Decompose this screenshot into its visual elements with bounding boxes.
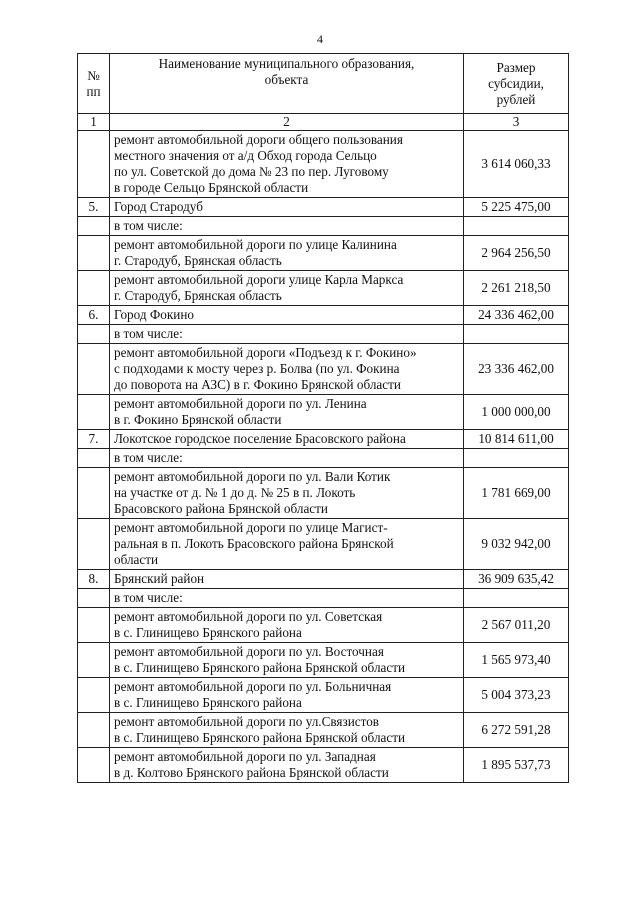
row-name-line: в с. Глинищево Брянского района Брянской области	[114, 660, 406, 675]
row-name	[110, 131, 464, 198]
row-amount: 2 261 218,50	[464, 271, 569, 306]
index-cell: 3	[464, 114, 569, 131]
row-name-line: в с. Глинищево Брянского района Брянской области	[114, 730, 406, 745]
row-name	[110, 306, 464, 325]
row-name-line: г. Стародуб, Брянская область	[114, 253, 282, 268]
row-name-line: ральная в п. Локоть Брасовского района Брянской	[114, 536, 394, 551]
row-name-line: на участке от д. № 1 до д. № 25 в п. Локоть	[114, 485, 356, 500]
row-name	[110, 713, 464, 748]
row-name-line: в д. Колтово Брянского района Брянской области	[114, 765, 389, 780]
row-number	[78, 344, 110, 395]
row-amount: 36 909 635,42	[464, 570, 569, 589]
row-name-line: Брянский район	[114, 571, 205, 586]
row-name-line: ремонт автомобильной дороги по ул. Вали Котик	[114, 469, 391, 484]
row-name-line: Локотское городское поселение Брасовского района	[114, 431, 406, 446]
table-row	[78, 271, 569, 306]
row-number	[78, 519, 110, 570]
row-number	[78, 271, 110, 306]
index-cell: 2	[110, 114, 464, 131]
row-amount: 3 614 060,33	[464, 131, 569, 198]
row-name	[110, 570, 464, 589]
row-name-line: до поворота на АЗС) в г. Фокино Брянской области	[114, 377, 401, 392]
row-name	[110, 643, 464, 678]
row-number	[78, 468, 110, 519]
row-number	[78, 325, 110, 344]
table-row	[78, 325, 569, 344]
row-number: 7.	[78, 430, 110, 449]
row-number	[78, 643, 110, 678]
table-row	[78, 468, 569, 519]
row-name	[110, 236, 464, 271]
table-row	[78, 748, 569, 783]
table-row	[78, 217, 569, 236]
row-name-line: ремонт автомобильной дороги по улице Калинина	[114, 237, 397, 252]
row-amount: 6 272 591,28	[464, 713, 569, 748]
row-name-line: в том числе:	[114, 326, 183, 341]
row-amount: 2 964 256,50	[464, 236, 569, 271]
table-row	[78, 236, 569, 271]
row-name-line: местного значения от а/д Обход города Сельцо	[114, 148, 377, 163]
row-amount: 2 567 011,20	[464, 608, 569, 643]
row-name	[110, 678, 464, 713]
row-name-line: в том числе:	[114, 218, 183, 233]
row-name	[110, 519, 464, 570]
row-name-line: ремонт автомобильной дороги общего пользования	[114, 132, 403, 147]
row-number	[78, 608, 110, 643]
row-amount: 5 004 373,23	[464, 678, 569, 713]
row-name	[110, 748, 464, 783]
row-number	[78, 748, 110, 783]
row-name-line: ремонт автомобильной дороги по улице Магист-	[114, 520, 388, 535]
table-row	[78, 430, 569, 449]
row-amount: 10 814 611,00	[464, 430, 569, 449]
row-name-line: с подходами к мосту через р. Болва (по ул. Фокина	[114, 361, 400, 376]
row-amount: 1 565 973,40	[464, 643, 569, 678]
table-row	[78, 678, 569, 713]
row-number	[78, 217, 110, 236]
table-row	[78, 713, 569, 748]
row-name-line: г. Стародуб, Брянская область	[114, 288, 282, 303]
table-row	[78, 608, 569, 643]
table-row	[78, 131, 569, 198]
row-amount	[464, 325, 569, 344]
row-name	[110, 271, 464, 306]
row-name	[110, 395, 464, 430]
row-name	[110, 198, 464, 217]
row-name-line: в с. Глинищево Брянского района	[114, 695, 302, 710]
table-row	[78, 306, 569, 325]
row-number	[78, 395, 110, 430]
row-amount: 9 032 942,00	[464, 519, 569, 570]
header-number: № пп	[78, 54, 110, 114]
row-name-line: области	[114, 552, 159, 567]
row-name-line: Город Стародуб	[114, 199, 203, 214]
row-name-line: ремонт автомобильной дороги по ул. Больничная	[114, 679, 392, 694]
table-row	[78, 449, 569, 468]
index-cell: 1	[78, 114, 110, 131]
row-number	[78, 589, 110, 608]
row-amount: 1 781 669,00	[464, 468, 569, 519]
row-number	[78, 713, 110, 748]
row-amount	[464, 589, 569, 608]
table-row	[78, 344, 569, 395]
row-amount	[464, 449, 569, 468]
row-number	[78, 449, 110, 468]
row-amount: 24 336 462,00	[464, 306, 569, 325]
row-number: 5.	[78, 198, 110, 217]
row-amount: 1 000 000,00	[464, 395, 569, 430]
table-row	[78, 643, 569, 678]
row-amount: 1 895 537,73	[464, 748, 569, 783]
row-name	[110, 430, 464, 449]
subsidy-table	[77, 53, 569, 783]
row-name	[110, 217, 464, 236]
table-row	[78, 395, 569, 430]
table-header-row	[78, 54, 569, 114]
row-name	[110, 608, 464, 643]
row-name-line: в том числе:	[114, 590, 183, 605]
row-name-line: Город Фокино	[114, 307, 194, 322]
row-name	[110, 449, 464, 468]
row-name-line: в городе Сельцо Брянской области	[114, 180, 309, 195]
header-amount: Размер субсидии, рублей	[464, 54, 569, 114]
page-number: 4	[317, 32, 323, 46]
row-number: 6.	[78, 306, 110, 325]
row-amount: 5 225 475,00	[464, 198, 569, 217]
row-name-line: ремонт автомобильной дороги по ул. Ленина	[114, 396, 367, 411]
table-index-row	[78, 114, 569, 131]
row-name-line: в с. Глинищево Брянского района	[114, 625, 302, 640]
row-name	[110, 589, 464, 608]
row-name-line: Брасовского района Брянской области	[114, 501, 328, 516]
row-name-line: ремонт автомобильной дороги по ул. Советская	[114, 609, 383, 624]
row-number	[78, 131, 110, 198]
row-amount	[464, 217, 569, 236]
row-number: 8.	[78, 570, 110, 589]
row-name-line: ремонт автомобильной дороги улице Карла Маркса	[114, 272, 404, 287]
header-name: Наименование муниципального образования, объекта	[110, 54, 464, 114]
row-name-line: ремонт автомобильной дороги по ул. Восточная	[114, 644, 384, 659]
row-number	[78, 678, 110, 713]
row-name	[110, 344, 464, 395]
row-name-line: ремонт автомобильной дороги по ул. Западная	[114, 749, 376, 764]
table-row	[78, 589, 569, 608]
table-row	[78, 570, 569, 589]
row-name-line: ремонт автомобильной дороги по ул.Связистов	[114, 714, 380, 729]
row-name-line: в г. Фокино Брянской области	[114, 412, 282, 427]
row-name	[110, 468, 464, 519]
row-number	[78, 236, 110, 271]
table-row	[78, 519, 569, 570]
table-body	[78, 131, 569, 783]
row-name-line: ремонт автомобильной дороги «Подъезд к г. Фокино»	[114, 345, 417, 360]
row-name	[110, 325, 464, 344]
table-row	[78, 198, 569, 217]
row-name-line: в том числе:	[114, 450, 183, 465]
row-name-line: по ул. Советской до дома № 23 по пер. Луговому	[114, 164, 389, 179]
row-amount: 23 336 462,00	[464, 344, 569, 395]
